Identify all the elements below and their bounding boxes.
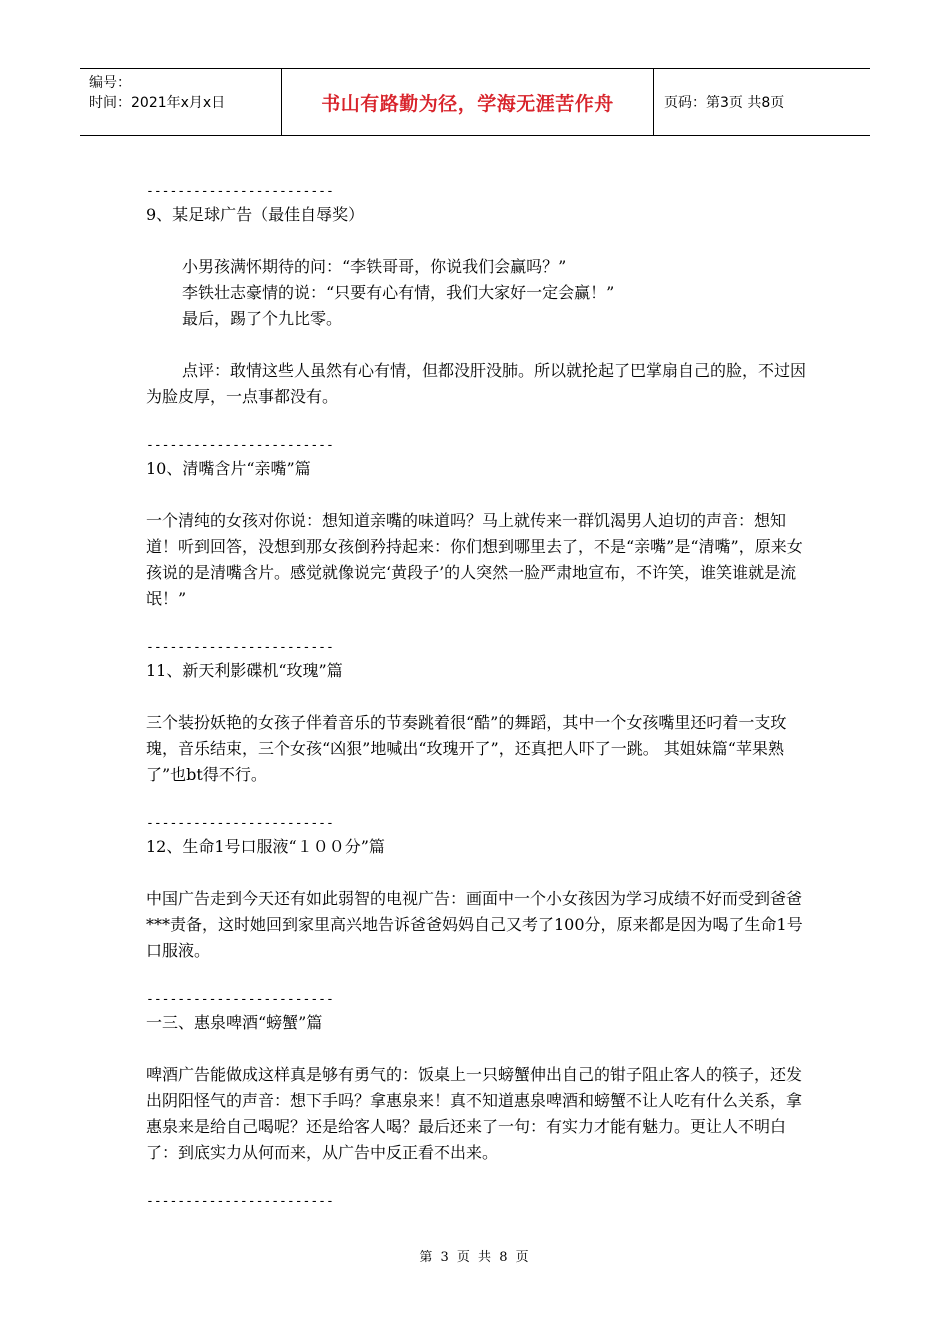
- spacer: [146, 482, 806, 508]
- paragraph: 李铁壮志豪情的说：“只要有心有情，我们大家好一定会赢！”: [182, 283, 615, 302]
- paragraph: 最后，踢了个九比零。: [182, 309, 343, 328]
- separator: ------------------------: [146, 992, 334, 1007]
- section-title: 9、某足球广告（最佳自辱奖）: [146, 205, 365, 224]
- paragraph: 小男孩满怀期待的问：“李铁哥哥，你说我们会赢吗？”: [182, 257, 567, 276]
- paragraph: 点评：敢情这些人虽然有心有情，但都没肝没肺。所以就抡起了巴掌扇自己的脸，不过因为脸皮厚，一点事都没有。: [146, 361, 807, 406]
- spacer: [146, 410, 806, 436]
- spacer: [146, 228, 806, 254]
- spacer: [146, 684, 806, 710]
- header-motto: 书山有路勤为径，学海无涯苦作舟: [282, 69, 654, 135]
- separator: ------------------------: [146, 438, 334, 453]
- separator: ------------------------: [146, 184, 334, 199]
- spacer: [146, 964, 806, 990]
- section-title: 11、新天利影碟机“玫瑰”篇: [146, 661, 343, 680]
- paragraph: 一个清纯的女孩对你说：想知道亲嘴的味道吗？马上就传来一群饥渴男人迫切的声音：想知道！听到回答，没想到那女孩倒矜持起来：你们想到哪里去了，不是“亲嘴”是“清嘴”，原来女孩说的是清嘴含片。感觉就像说完‘黄段子’的人突然一脸严肃地宣布，不许笑，谁笑谁就是流氓！”: [146, 511, 803, 608]
- header-page-number: 页码：第3页 共8页: [664, 95, 785, 111]
- page-header: [80, 68, 870, 136]
- section-title: 一三、惠泉啤酒“螃蟹”篇: [146, 1013, 323, 1032]
- spacer: [146, 788, 806, 814]
- number-label: 编号：: [89, 75, 131, 91]
- paragraph: 啤酒广告能做成这样真是够有勇气的：饭桌上一只螃蟹伸出自己的钳子阻止客人的筷子，还发出阴阳怪气的声音：想下手吗？拿惠泉来！真不知道惠泉啤酒和螃蟹不让人吃有什么关系，拿惠泉来是给自己喝呢？还是给客人喝？最后还来了一句：有实力才能有魅力。更让人不明白了：到底实力从何而来，从广告中反正看不出来。: [146, 1065, 803, 1162]
- section-title: 10、清嘴含片“亲嘴”篇: [146, 459, 311, 478]
- paragraph: 中国广告走到今天还有如此弱智的电视广告：画面中一个小女孩因为学习成绩不好而受到爸爸***责备，这时她回到家里高兴地告诉爸爸妈妈自己又考了100分，原来都是因为喝了生命1号口服液。: [146, 889, 803, 960]
- time-label: 时间：2021年x月x日: [89, 95, 226, 111]
- section-title: 12、生命1号口服液“１００分”篇: [146, 837, 385, 856]
- spacer: [146, 1166, 806, 1192]
- spacer: [146, 860, 806, 886]
- separator: ------------------------: [146, 1194, 334, 1209]
- spacer: [146, 332, 806, 358]
- separator: ------------------------: [146, 640, 334, 655]
- document-body: [146, 182, 806, 1212]
- paragraph: 三个装扮妖艳的女孩子伴着音乐的节奏跳着很“酷”的舞蹈，其中一个女孩嘴里还叼着一支玫瑰，音乐结束，三个女孩“凶狠”地喊出“玫瑰开了”，还真把人吓了一跳。 其姐妹篇“苹果熟了”也bt得不行。: [146, 713, 787, 784]
- separator: ------------------------: [146, 816, 334, 831]
- spacer: [146, 1036, 806, 1062]
- spacer: [146, 612, 806, 638]
- page-footer: 第 3 页 共 8 页: [419, 1250, 531, 1265]
- header-meta: [80, 69, 282, 135]
